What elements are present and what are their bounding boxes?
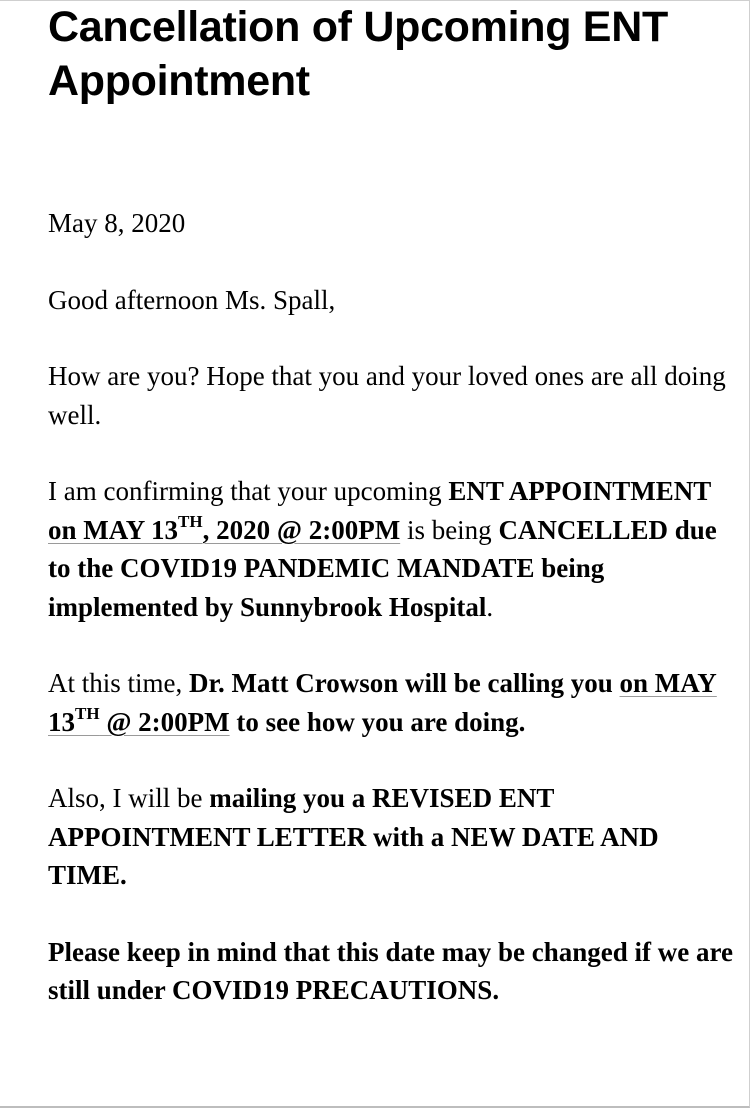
precautions-note: Please keep in mind that this date may be changed if we are still under COVID19 PRECAUTIONS. <box>48 936 733 1005</box>
call-time-part: @ 2:00PM <box>99 706 230 737</box>
call-space <box>613 668 620 698</box>
cancellation-datetime <box>48 511 401 545</box>
cancellation-text-1: I am confirming that your upcoming <box>48 476 449 506</box>
cancellation-period: . <box>486 591 494 622</box>
call-text-1: At this time, <box>48 668 189 698</box>
call-date-part: on MAY 13 <box>48 668 717 737</box>
letter-text <box>48 204 738 1010</box>
paragraph-wellbeing: How are you? Hope that you and your loved ones are all doing well. <box>48 361 726 430</box>
mailing-text-1: Also, I will be <box>48 783 210 813</box>
paragraph-call <box>48 664 738 741</box>
paragraph-cancellation <box>48 472 738 626</box>
letter-date: May 8, 2020 <box>48 208 186 238</box>
call-doctor: Dr. Matt Crowson will be calling you <box>189 668 613 698</box>
mailing-details: mailing you a REVISED ENT APPOINTMENT LETTER with a NEW DATE AND TIME. <box>48 783 659 890</box>
greeting: Good afternoon Ms. Spall, <box>48 284 336 315</box>
cancellation-date-suffix: TH <box>178 511 203 531</box>
document-body <box>48 0 738 1048</box>
paragraph-mailing <box>48 779 738 895</box>
call-date-suffix: TH <box>75 703 100 723</box>
paragraph-precautions <box>48 933 738 1010</box>
cancellation-time-part: , 2020 @ 2:00PM <box>202 514 401 545</box>
cancellation-date-part: on MAY 13 <box>48 514 179 545</box>
call-purpose: to see how you are doing. <box>229 706 526 737</box>
cancellation-reason: CANCELLED due to the COVID19 PANDEMIC MANDATE being implemented by Sunnybrook Hospital <box>48 514 717 622</box>
cancellation-text-2: is being <box>400 514 499 545</box>
cancellation-appointment-label: ENT APPOINTMENT <box>448 476 712 506</box>
page-title: Cancellation of Upcoming ENT Appointment <box>48 3 668 105</box>
